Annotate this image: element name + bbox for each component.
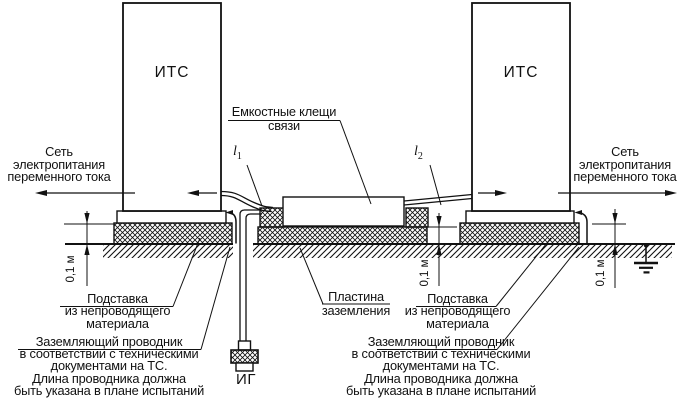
eut-left-label: ИТС — [154, 64, 190, 81]
eut-left-box — [123, 3, 221, 211]
length-label-l2: $l_2$ — [414, 144, 423, 162]
mains-left-label: Сеть электропитания переменного тока — [7, 144, 111, 185]
mains-right-label: Сеть электропитания переменного тока — [573, 144, 677, 185]
cable-right — [404, 195, 472, 206]
coupling-clamp-label: Емкостные клещи связи — [231, 104, 337, 133]
length-label-l1: $l_1$ — [233, 144, 242, 162]
height-dim-center-label: 0,1 м — [419, 259, 431, 287]
eut-right-label: ИТС — [503, 64, 539, 81]
mains-arrow-left-outer — [35, 190, 135, 196]
grounding-note-right: Заземляющий проводник в соответствии с техническими документами на ТС. Длина проводника должна быть указана в плане испытаний — [345, 334, 537, 398]
insulating-support-right — [460, 211, 579, 244]
coupling-clamp — [258, 197, 428, 244]
height-dim-right-label: 0,1 м — [595, 259, 607, 287]
eut-right-box — [472, 3, 570, 211]
grounding-note-left: Заземляющий проводник в соответствии с техническими документами на ТС. Длина проводника должна быть указана в плане испытаний — [13, 334, 205, 398]
generator-connector — [231, 341, 258, 371]
mains-arrow-right-outer — [558, 190, 677, 196]
height-dim-left-label: 0,1 м — [65, 255, 77, 283]
ground-plate-label: Пластина заземления — [321, 289, 391, 318]
insulating-support-left — [114, 211, 232, 244]
generator-label: ИГ — [236, 371, 256, 388]
support-right-label: Подставка из непроводящего материала — [404, 291, 511, 331]
support-left-label: Подставка из непроводящего материала — [64, 291, 171, 331]
